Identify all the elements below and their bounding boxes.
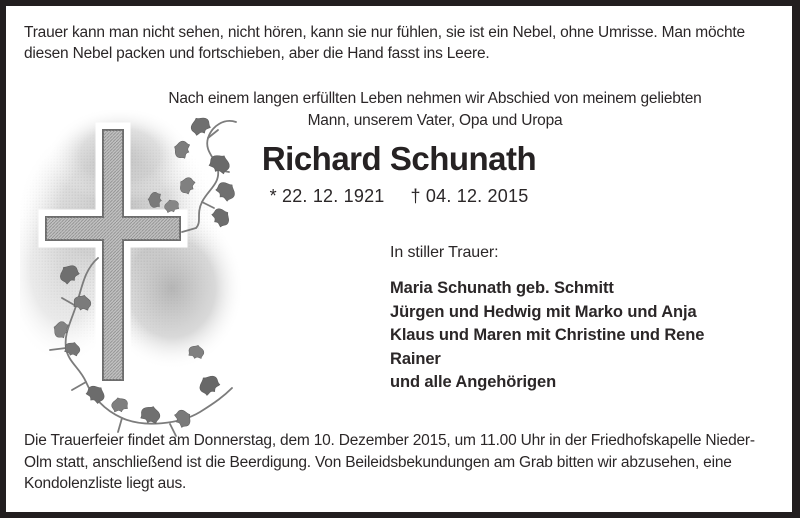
obituary-paper xyxy=(6,6,792,512)
mourner-line: Rainer xyxy=(390,349,441,368)
death-date: † 04. 12. 2015 xyxy=(410,186,529,206)
grief-quote-line: diesen Nebel packen und fortschieben, aber die Hand fasst ins Leere. xyxy=(24,45,490,62)
mourner-line: und alle Angehörigen xyxy=(390,373,557,391)
farewell-intro-line: Nach einem langen erfüllten Leben nehmen wir Abschied von meinem geliebten xyxy=(168,90,702,107)
farewell-intro-line: Mann, unserem Vater, Opa und Uropa xyxy=(307,111,563,129)
deceased-name: Richard Schunath xyxy=(261,140,537,177)
grief-quote-line: Trauer kann man nicht sehen, nicht hören, kann sie nur fühlen, sie ist ein Nebel, ohne Umrisse. Man möchte xyxy=(24,24,745,41)
mourner-line: Klaus und Maren mit Christine und Rene xyxy=(390,326,705,344)
grief-quote xyxy=(24,22,745,64)
funeral-info-line: Kondolenzliste liegt aus. xyxy=(24,475,187,492)
funeral-info-line: Olm statt, anschließend ist die Beerdigung. Von Beileidsbekundungen am Grab bitten wir abzusehen, eine xyxy=(24,453,732,471)
cross-icon xyxy=(20,110,265,450)
cross-ivy-artwork xyxy=(20,110,265,450)
mourner-line: Jürgen und Hedwig mit Marko und Anja xyxy=(390,302,697,321)
mourning-section xyxy=(390,243,704,395)
mourning-header: In stiller Trauer: xyxy=(390,244,499,261)
birth-date: * 22. 12. 1921 xyxy=(269,186,385,206)
mourner-line: Maria Schunath geb. Schmitt xyxy=(390,279,614,297)
funeral-info-line: Die Trauerfeier findet am Donnerstag, dem 10. Dezember 2015, um 11.00 Uhr in der Friedhofskapelle Nieder- xyxy=(24,432,755,449)
mourners-list xyxy=(390,277,704,395)
